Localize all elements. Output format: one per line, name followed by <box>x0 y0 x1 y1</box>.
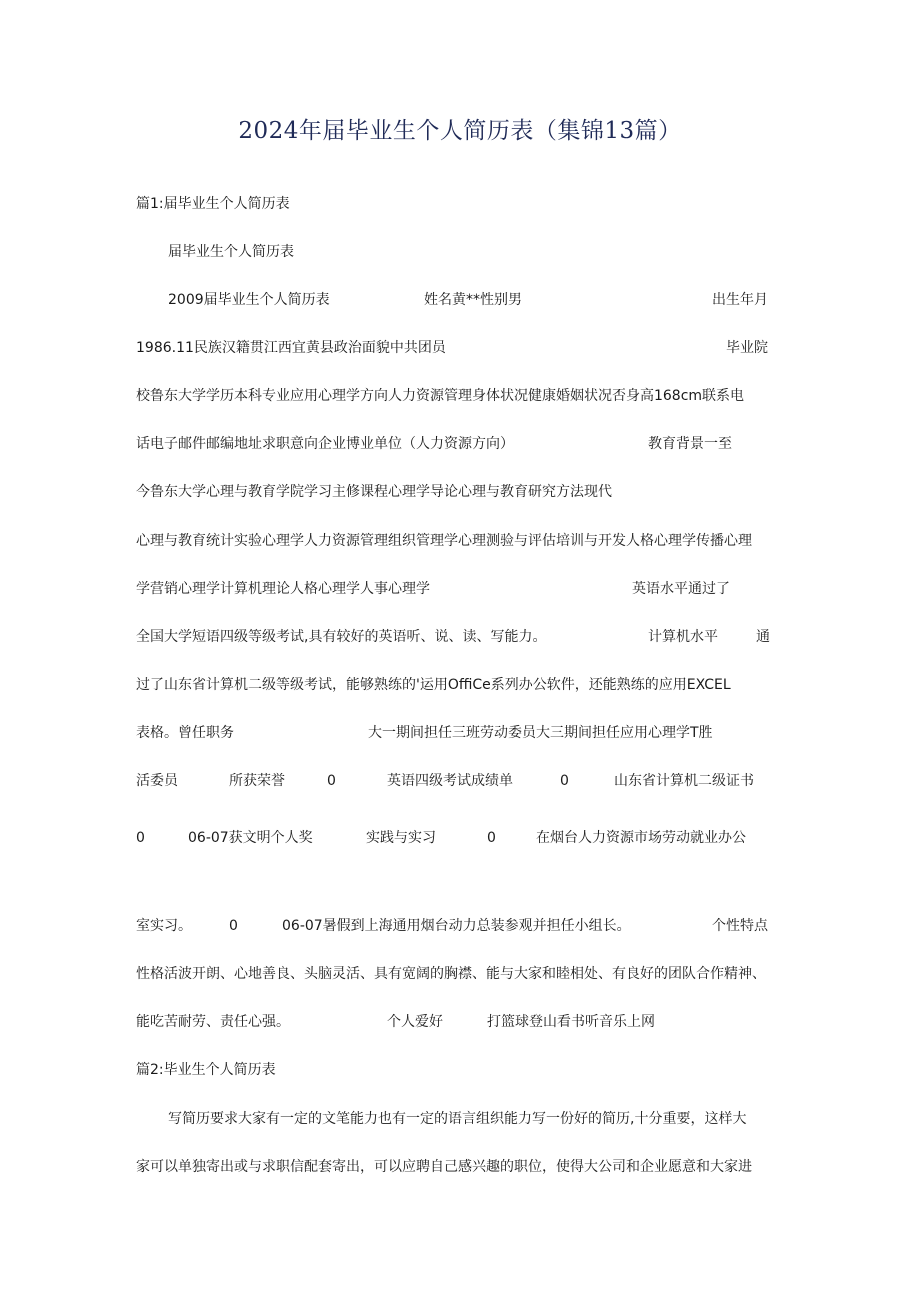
resume-text: 性格活波开朗、心地善良、头脑灵活、具有宽阔的胸襟、能与大家和睦相处、有良好的团队合作精神、 <box>136 966 766 982</box>
section-1-subheading: 届毕业生个人简历表 <box>168 244 294 260</box>
resume-text: 0 <box>229 918 238 934</box>
resume-text: 1986.11民族汉籍贯江西宜黄县政治面貌中共团员 <box>136 340 446 356</box>
resume-text: 06-07获文明个人奖 <box>188 830 313 846</box>
resume-text: 毕业院 <box>726 340 768 356</box>
resume-text: 今鲁东大学心理与教育学院学习主修课程心理学导论心理与教育研究方法现代 <box>136 484 612 500</box>
resume-text: 打篮球登山看书听音乐上网 <box>487 1014 655 1030</box>
resume-text: 表格。曾任职务 <box>136 725 234 741</box>
section-2-heading: 篇2:毕业生个人简历表 <box>136 1062 276 1078</box>
resume-text: 0 <box>560 773 569 789</box>
resume-text: 学营销心理学计算机理论人格心理学人事心理学 <box>136 581 430 597</box>
resume-text: 所获荣誉 <box>229 773 285 789</box>
resume-text: 计算机水平 <box>648 629 718 645</box>
resume-text: 话电子邮件邮编地址求职意向企业博业单位（人力资源方向） <box>136 436 514 452</box>
resume-text: 出生年月 <box>712 292 768 308</box>
resume-text: 英语四级考试成绩单 <box>387 773 513 789</box>
resume-text: 心理与教育统计实验心理学人力资源管理组织管理学心理测验与评估培训与开发人格心理学传播心理 <box>136 533 752 549</box>
resume-text: 活委员 <box>136 773 178 789</box>
resume-text: 全国大学短语四级等级考试,具有较好的英语听、说、读、写能力。 <box>136 629 547 645</box>
resume-text: 姓名黄**性别男 <box>424 292 522 308</box>
resume-text: 校鲁东大学学历本科专业应用心理学方向人力资源管理身体状况健康婚姻状况否身高168cm联系电 <box>136 388 745 404</box>
resume-text: 室实习。 <box>136 918 192 934</box>
resume-text: 通 <box>756 629 770 645</box>
resume-text: 实践与实习 <box>366 830 436 846</box>
resume-text: 大一期间担任三班劳动委员大三期间担任应用心理学T胜 <box>368 725 713 741</box>
paragraph-line: 家可以单独寄出或与求职信配套寄出，可以应聘自己感兴趣的职位，使得大公司和企业愿意和大家进 <box>136 1159 752 1175</box>
resume-text: 能吃苦耐劳、责任心强。 <box>136 1014 290 1030</box>
resume-text: 06-07暑假到上海通用烟台动力总装参观并担任小组长。 <box>282 918 631 934</box>
resume-text: 英语水平通过了 <box>632 581 730 597</box>
resume-text: 山东省计算机二级证书 <box>614 773 754 789</box>
resume-text: 个人爱好 <box>387 1014 443 1030</box>
resume-text: 过了山东省计算机二级等级考试，能够熟练的'运用OffiCe系列办公软件，还能熟练的应用EXCEL <box>136 677 731 693</box>
resume-text: 0 <box>136 830 145 846</box>
paragraph-line: 写简历要求大家有一定的文笔能力也有一定的语言组织能力写一份好的简历,十分重要，这样大 <box>168 1111 747 1127</box>
resume-text: 教育背景一至 <box>648 436 732 452</box>
resume-text: 2009届毕业生个人简历表 <box>168 292 330 308</box>
section-1-heading: 篇1:届毕业生个人简历表 <box>136 196 290 212</box>
resume-text: 在烟台人力资源市场劳动就业办公 <box>536 830 746 846</box>
resume-text: 0 <box>487 830 496 846</box>
page-title: 2024年届毕业生个人简历表（集锦13篇） <box>238 118 682 144</box>
resume-text: 0 <box>327 773 336 789</box>
resume-text: 个性特点 <box>712 918 768 934</box>
